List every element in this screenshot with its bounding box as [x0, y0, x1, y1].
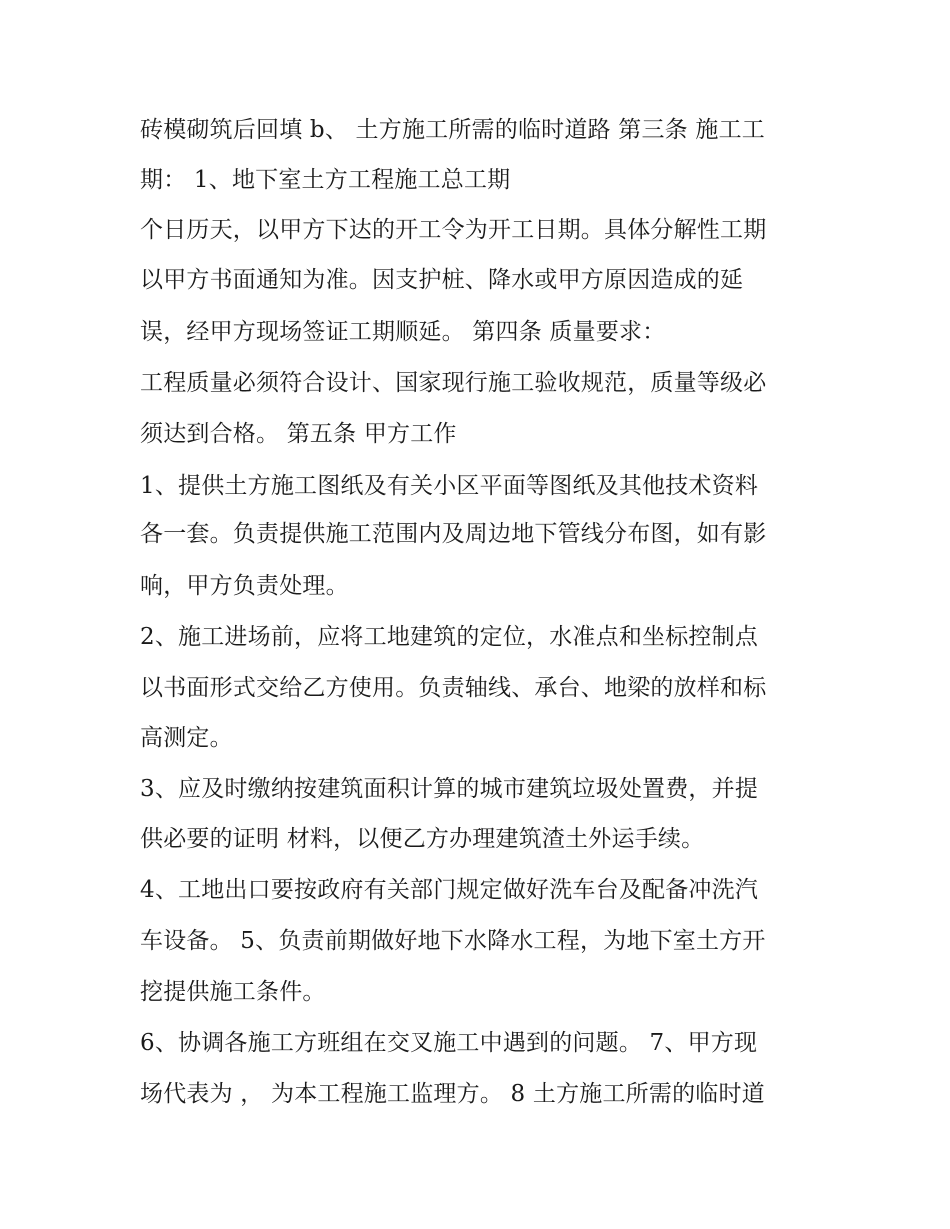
- text-line: 3、应及时缴纳按建筑面积计算的城市建筑垃圾处置费，并提: [140, 776, 759, 802]
- text-line: 砖模砌筑后回填 b、 土方施工所需的临时道路 第三条 施工工: [140, 117, 765, 143]
- text-line: 1、提供土方施工图纸及有关小区平面等图纸及其他技术资料: [140, 473, 759, 499]
- text-line: 挖提供施工条件。: [140, 979, 326, 1005]
- text-line: 以甲方书面通知为准。因支护桩、降水或甲方原因造成的延: [140, 267, 744, 293]
- text-line: 响，甲方负责处理。: [140, 573, 349, 599]
- text-line: 以书面形式交给乙方使用。负责轴线、承台、地梁的放样和标: [140, 675, 767, 701]
- text-line: 高测定。: [140, 725, 233, 751]
- text-line: 2、施工进场前，应将工地建筑的定位，水准点和坐标控制点: [140, 624, 759, 650]
- text-line: 6、协调各施工方班组在交叉施工中遇到的问题。 7、甲方现: [140, 1030, 758, 1056]
- text-line: 误，经甲方现场签证工期顺延。 第四条 质量要求：: [140, 319, 666, 345]
- text-line: 场代表为 ， 为本工程施工监理方。 8 土方施工所需的临时道: [140, 1081, 765, 1107]
- text-line: 供必要的证明 材料，以便乙方办理建筑渣土外运手续。: [140, 826, 705, 852]
- text-line: 各一套。负责提供施工范围内及周边地下管线分布图，如有影: [140, 521, 767, 547]
- text-line: 期： 1、地下室土方工程施工总工期: [140, 167, 511, 193]
- text-line: 工程质量必须符合设计、国家现行施工验收规范，质量等级必: [140, 370, 767, 396]
- text-line: 须达到合格。 第五条 甲方工作: [140, 421, 457, 447]
- text-line: 4、工地出口要按政府有关部门规定做好洗车台及配备冲洗汽: [140, 877, 759, 903]
- text-line: 车设备。 5、负责前期做好地下水降水工程，为地下室土方开: [140, 928, 766, 954]
- text-line: 个日历天，以甲方下达的开工令为开工日期。具体分解性工期: [140, 217, 767, 243]
